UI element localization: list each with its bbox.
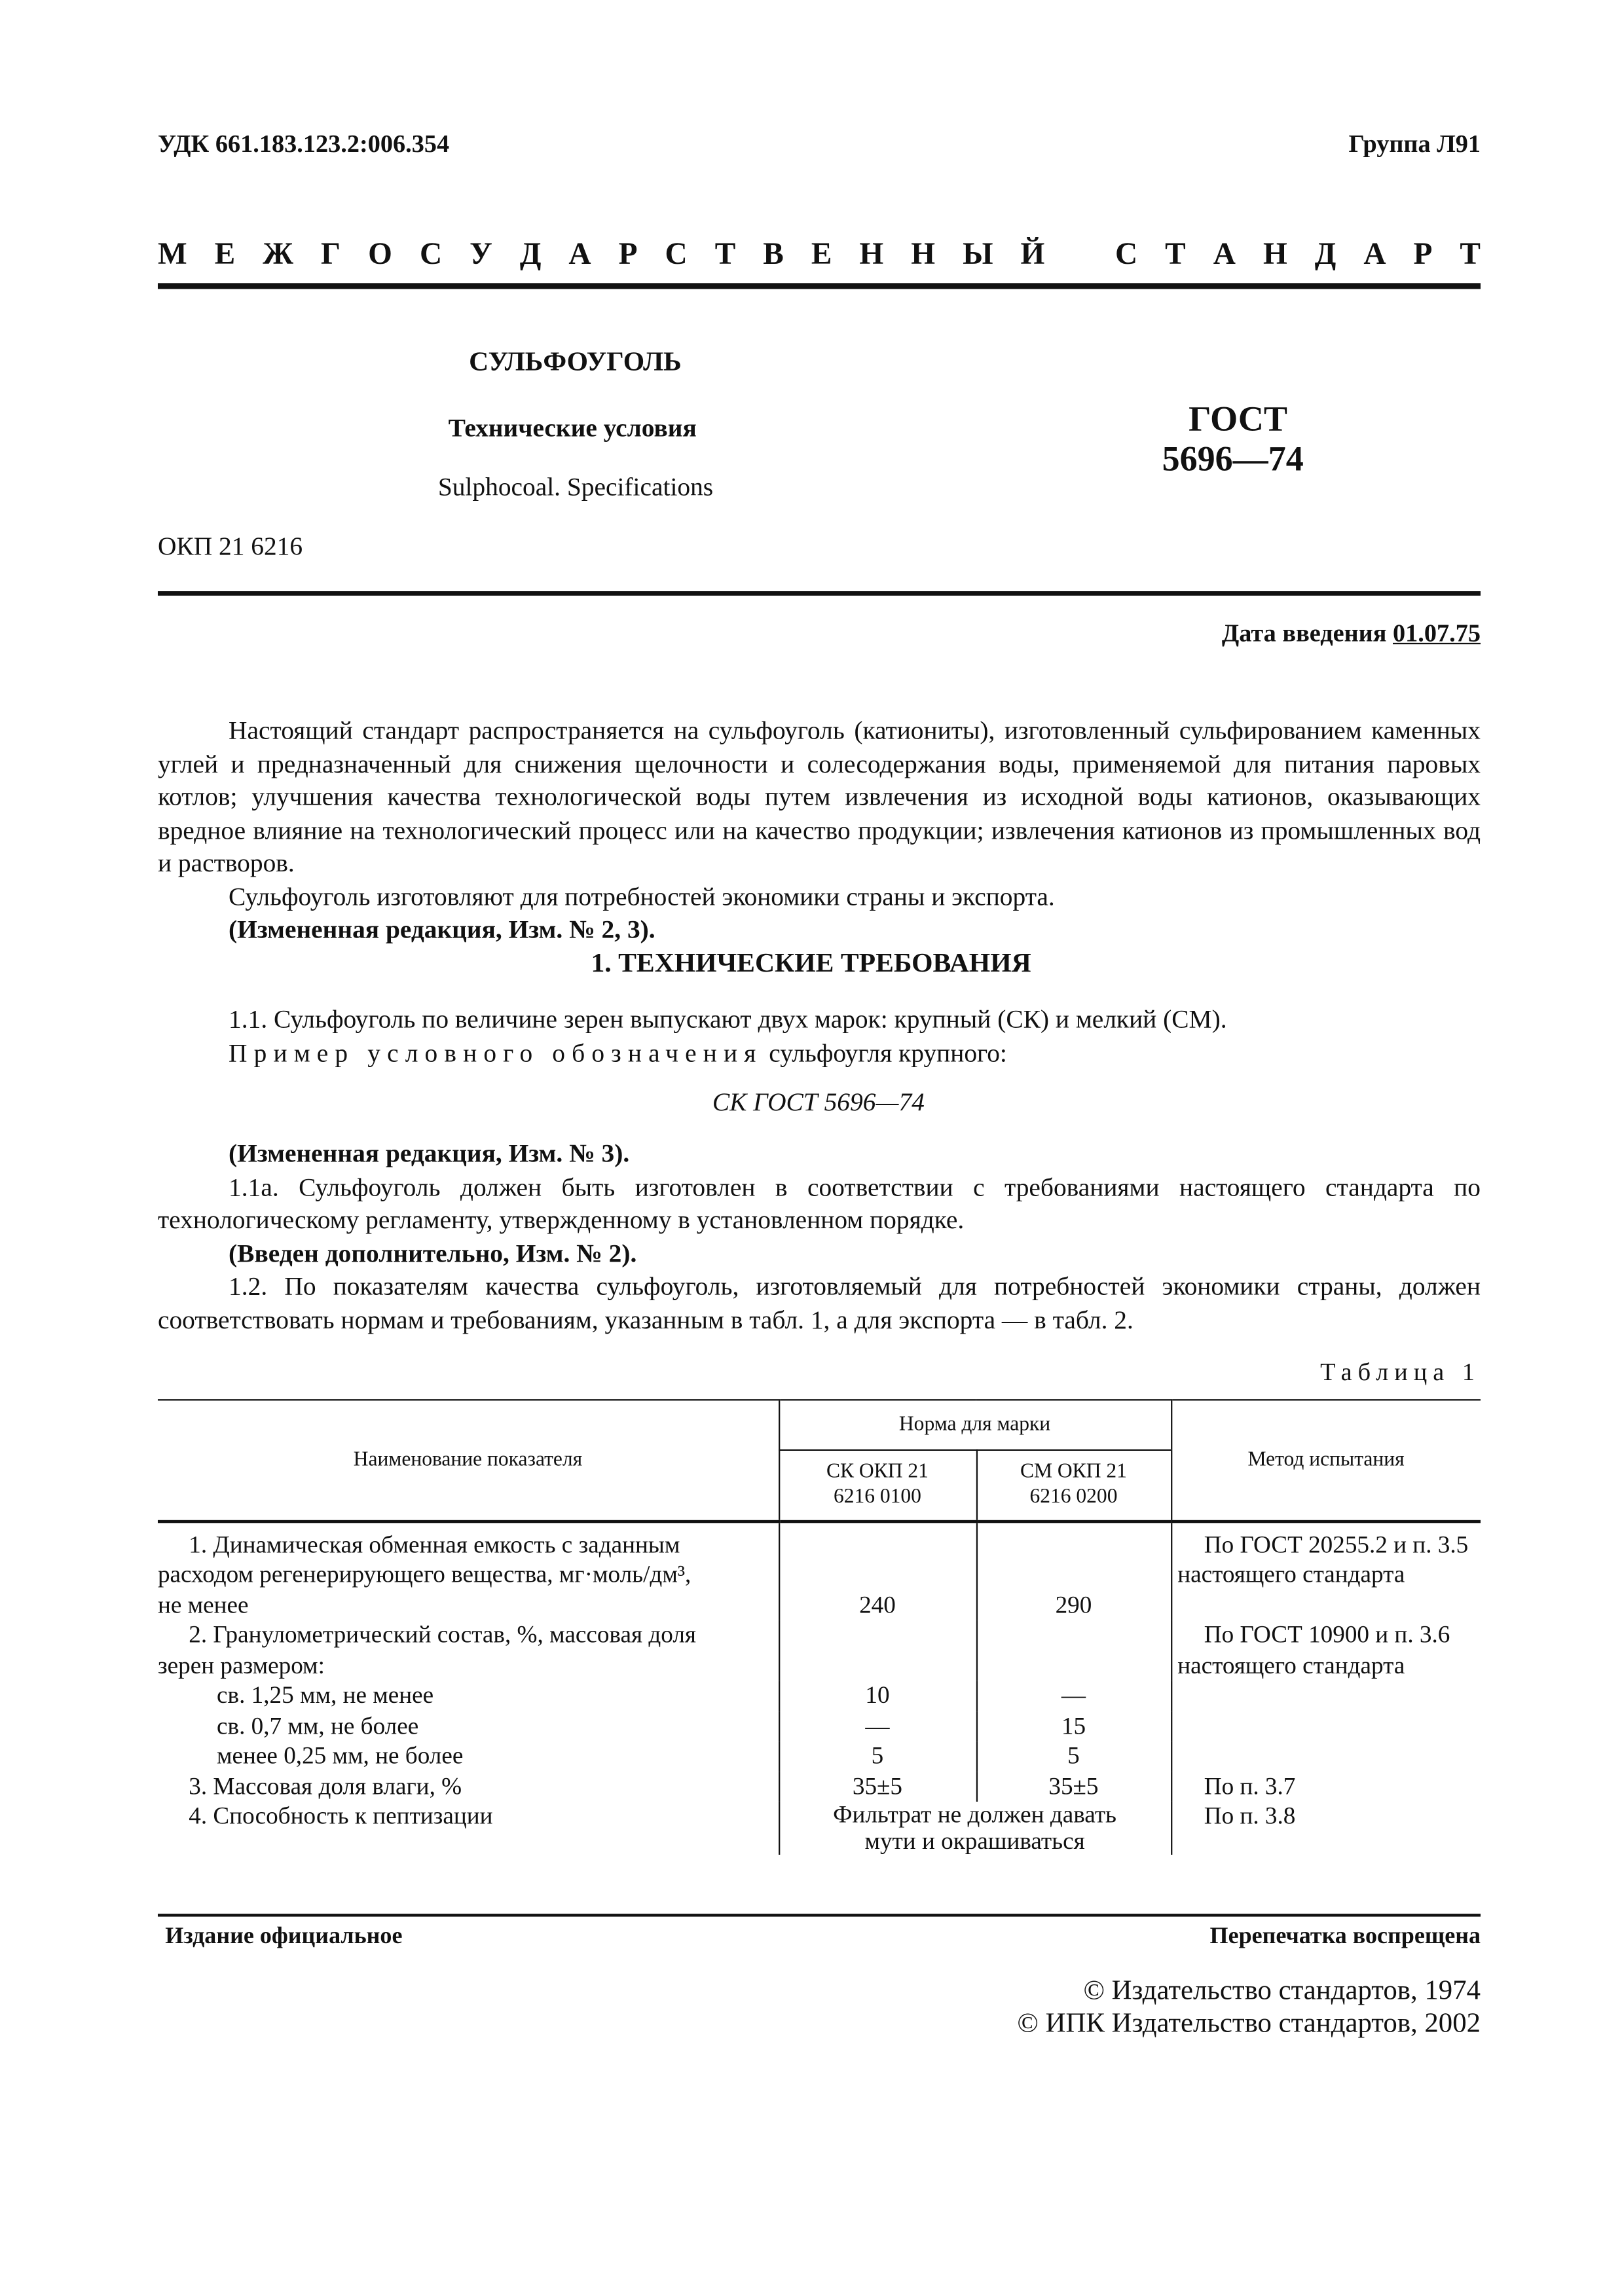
- spacer: [779, 1529, 976, 1559]
- banner-letter: Н: [859, 236, 884, 272]
- banner-letter: [1072, 236, 1088, 272]
- spacer: [977, 1560, 1170, 1590]
- cell-indicator-line: 4. Способность к пептизации: [189, 1801, 493, 1830]
- banner-letter: Д: [1314, 236, 1336, 272]
- amendment-note-1: (Измененная редакция, Изм. № 2, 3).: [229, 914, 655, 944]
- table-caption: Таблица 1: [1320, 1358, 1481, 1386]
- cell-method: [1171, 1741, 1481, 1772]
- paragraph-1-2: 1.2. По показателям качества сульфоуголь, изготовляемый для потребностей экономики страны, должен соответствовать нормам и требованиям, указанным в табл. 1, а для экспорта — в табл. 2.: [157, 1271, 1481, 1334]
- cell-sk-value: 10: [865, 1681, 890, 1709]
- cell-sm-value: 15: [1061, 1711, 1086, 1740]
- footer-reprint: Перепечатка воспрещена: [1209, 1923, 1481, 1950]
- cell-indicator-line: св. 0,7 мм, не более: [217, 1711, 419, 1740]
- intro-date: [1222, 619, 1481, 649]
- cell-indicator-line: 2. Гранулометрический состав, %, массовая доля: [189, 1620, 696, 1649]
- table-1: [158, 1399, 1481, 1855]
- spacer: [977, 1529, 1170, 1559]
- cell-method-line: По ГОСТ 20255.2 и п. 3.5: [1204, 1529, 1469, 1558]
- banner-letter: Е: [811, 236, 832, 272]
- cell-indicator: [158, 1681, 779, 1711]
- cell-sm: [976, 1620, 1171, 1681]
- cell-method: [1171, 1521, 1481, 1620]
- cell-sm: [976, 1521, 1171, 1620]
- cell-sk-value: 240: [859, 1590, 896, 1618]
- cell-indicator: [158, 1772, 779, 1802]
- cell-sm-value: —: [1061, 1681, 1086, 1709]
- banner-letter: С: [1115, 236, 1138, 272]
- banner-letter: Д: [519, 236, 542, 272]
- cell-merged-line: Фильтрат не должен давать: [833, 1800, 1117, 1829]
- banner-letter: А: [568, 236, 591, 272]
- banner-letter: Ы: [963, 236, 993, 272]
- cell-sk-value: 5: [871, 1741, 884, 1770]
- udk-code: УДК 661.183.123.2:006.354: [157, 130, 450, 158]
- cell-sm: [976, 1772, 1171, 1802]
- cell-method-line: настоящего стандарта: [1177, 1650, 1405, 1679]
- cell-merged-norm: [779, 1802, 1171, 1855]
- header-norm: Норма для марки: [779, 1400, 1171, 1450]
- banner-letter: В: [763, 236, 784, 272]
- paragraph-1-1a: 1.1а. Сульфоуголь должен быть изготовлен в соответствии с требованиями настоящего стандарта по технологическому регламенту, утвержденному в установленном порядке.: [157, 1171, 1481, 1234]
- banner-letter: У: [470, 236, 492, 272]
- cell-indicator-line: не менее: [157, 1590, 249, 1618]
- cell-sk: [779, 1681, 976, 1711]
- cell-method: [1171, 1802, 1481, 1855]
- cell-sk: [779, 1521, 976, 1620]
- doc-subtitle: Технические условия: [448, 412, 697, 443]
- cell-sk: [779, 1620, 976, 1681]
- cell-method: [1171, 1772, 1481, 1802]
- cell-indicator: [158, 1802, 779, 1855]
- header-method: Метод испытания: [1171, 1400, 1481, 1521]
- header-name: Наименование показателя: [158, 1400, 779, 1521]
- cell-method: [1171, 1681, 1481, 1711]
- banner-letter: Р: [1413, 236, 1433, 272]
- cell-sm: [976, 1681, 1171, 1711]
- banner-letter: А: [1213, 236, 1236, 272]
- cell-sm-value: 35±5: [1048, 1771, 1099, 1800]
- cell-indicator-line: менее 0,25 мм, не более: [217, 1741, 464, 1770]
- cell-indicator: [158, 1741, 779, 1772]
- spacer: [779, 1560, 976, 1590]
- cell-method: [1171, 1711, 1481, 1741]
- cell-method: [1171, 1620, 1481, 1681]
- banner-letter: А: [1363, 236, 1386, 272]
- cell-sm: [976, 1741, 1171, 1772]
- banner-letter: Ж: [263, 236, 293, 272]
- table-row: [158, 1711, 1481, 1741]
- cell-sk: [779, 1772, 976, 1802]
- gost-label: ГОСТ: [1189, 401, 1287, 440]
- cell-sk-value: 35±5: [852, 1771, 903, 1800]
- table-row: [158, 1741, 1481, 1772]
- footer-official: Издание официальное: [165, 1923, 403, 1950]
- spacer: [977, 1620, 1170, 1650]
- cell-sk: [779, 1741, 976, 1772]
- cell-indicator-line: расходом регенерирующего вещества, мг·моль/дм³,: [157, 1559, 691, 1588]
- cell-indicator: [158, 1711, 779, 1741]
- banner-letter: Н: [911, 236, 936, 272]
- paragraph-1-1: 1.1. Сульфоуголь по величине зерен выпускают двух марок: крупный (СК) и мелкий (СМ).: [229, 1004, 1227, 1034]
- table-header-row-1: [158, 1400, 1481, 1450]
- standard-banner: [158, 236, 1481, 272]
- cell-indicator-line: 3. Массовая доля влаги, %: [189, 1771, 462, 1800]
- cell-sk: [779, 1711, 976, 1741]
- doc-title: СУЛЬФОУГОЛЬ: [469, 348, 682, 378]
- cell-indicator-line: зерен размером:: [157, 1650, 325, 1679]
- banner-letter: Т: [714, 236, 736, 272]
- banner-letter: Р: [618, 236, 638, 272]
- cell-method-line: По ГОСТ 10900 и п. 3.6: [1204, 1620, 1450, 1649]
- title-rule: [158, 591, 1481, 595]
- cell-sk-value: —: [865, 1711, 890, 1740]
- gost-number: 5696—74: [1162, 441, 1304, 479]
- section-heading-1: 1. ТЕХНИЧЕСКИЕ ТРЕБОВАНИЯ: [591, 949, 1031, 979]
- paragraph-example: [158, 1036, 1481, 1069]
- copyright-1: © Издательство стандартов, 1974: [1083, 1975, 1481, 2007]
- cell-sm-value: 290: [1055, 1590, 1092, 1618]
- standard-banner-text: [158, 236, 1481, 272]
- section-1-text-b: [158, 1137, 1481, 1336]
- banner-letter: Й: [1020, 236, 1045, 272]
- footer-rule: [158, 1914, 1481, 1917]
- banner-letter: Т: [1460, 236, 1481, 272]
- table-row: [158, 1681, 1481, 1711]
- banner-rule: [158, 283, 1481, 289]
- paragraph-scope: Настоящий стандарт распространяется на сульфоуголь (катиониты), изготовленный сульфированием каменных углей и предназначенный для снижения щелочности и солесодержания воды, применяемой для питания паровых котлов; улучшения качества технологической воды путем извлечения из исходной воды катионов, оказывающих вредное влияние на технологический процесс или на качество продукции; извлечения катионов из промышленных вод и растворов.: [157, 715, 1481, 877]
- copyright-2: © ИПК Издательство стандартов, 2002: [1017, 2008, 1481, 2039]
- banner-letter: С: [419, 236, 443, 272]
- example-label-rest: сульфоугля крупного:: [769, 1037, 1007, 1067]
- amendment-note-2: (Измененная редакция, Изм. № 3).: [229, 1138, 630, 1168]
- banner-letter: Г: [320, 236, 341, 272]
- cell-sm: [976, 1711, 1171, 1741]
- banner-letter: М: [157, 236, 187, 272]
- banner-letter: Е: [214, 236, 236, 272]
- paragraph-purpose: Сульфоуголь изготовляют для потребностей экономики страны и экспорта.: [229, 881, 1055, 911]
- cell-merged-line: мути и окрашиваться: [864, 1827, 1085, 1855]
- spacer: [779, 1620, 976, 1650]
- intro-date-value: 01.07.75: [1393, 619, 1481, 647]
- table-row: [158, 1772, 1481, 1802]
- intro-text: [158, 714, 1481, 946]
- example-label: Пример условного обозначения: [229, 1037, 763, 1067]
- cell-indicator: [158, 1521, 779, 1620]
- banner-letter: Т: [1165, 236, 1186, 272]
- intro-date-label: Дата введения: [1221, 619, 1387, 647]
- cell-indicator-line: 1. Динамическая обменная емкость с заданным: [189, 1529, 680, 1558]
- amendment-note-3: (Введен дополнительно, Изм. № 2).: [229, 1237, 637, 1267]
- cell-indicator-line: св. 1,25 мм, не менее: [217, 1681, 434, 1709]
- cell-indicator: [158, 1620, 779, 1681]
- table-row: [158, 1620, 1481, 1681]
- table-row: [158, 1802, 1481, 1855]
- banner-letter: Н: [1263, 236, 1287, 272]
- cell-sm-value: 5: [1067, 1741, 1080, 1770]
- header-sm: СМ ОКП 21 6216 0200: [976, 1450, 1171, 1521]
- section-1-text-a: [158, 1002, 1481, 1068]
- cell-method-line: настоящего стандарта: [1177, 1559, 1405, 1588]
- table-row: [158, 1521, 1481, 1620]
- header-sk: СК ОКП 21 6216 0100: [779, 1450, 976, 1521]
- designation-example: СК ГОСТ 5696—74: [712, 1086, 925, 1116]
- group-code: Группа Л91: [1348, 130, 1481, 158]
- cell-method-line: По п. 3.8: [1204, 1801, 1296, 1830]
- banner-letter: С: [665, 236, 688, 272]
- doc-english-title: Sulphocoal. Specifications: [437, 471, 714, 501]
- banner-letter: О: [368, 236, 392, 272]
- cell-method-line: По п. 3.7: [1204, 1771, 1296, 1800]
- okp-code: ОКП 21 6216: [157, 530, 303, 560]
